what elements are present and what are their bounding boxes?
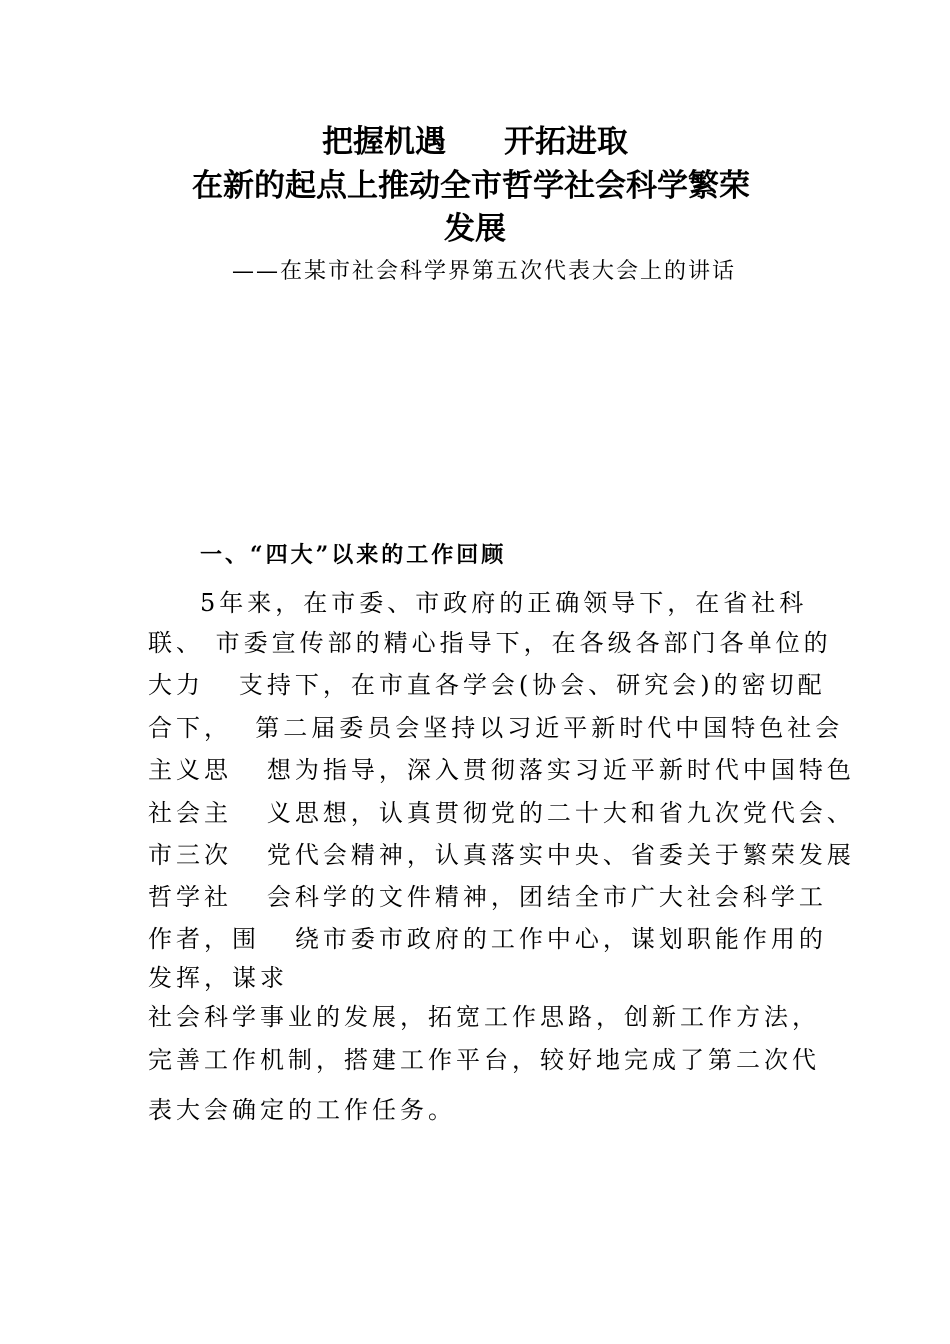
section-heading: 一、“四大”以来的工作回顾 [200, 542, 507, 568]
document-title-line-2: 在新的起点上推动全市哲学社会科学繁荣 [192, 168, 750, 204]
body-line: 哲学社 会科学的文件精神，团结全市广大社会科学工 [148, 883, 827, 911]
body-line: 联、 市委宣传部的精心指导下，在各级各部门各单位的 [148, 629, 832, 657]
body-line: 市三次 党代会精神，认真落实中央、省委关于繁荣发展 [148, 841, 855, 869]
body-line: 5年来，在市委、市政府的正确领导下，在省社科 [200, 589, 808, 617]
body-line: 大力 支持下，在市直各学会(协会、研究会)的密切配 [148, 671, 826, 699]
body-line: 作者，围 绕市委市政府的工作中心，谋划职能作用的 [148, 925, 827, 953]
document-title-line-1 [0, 122, 950, 162]
body-line: 发挥，谋求 [148, 964, 288, 992]
document-subtitle: ——在某市社会科学界第五次代表大会上的讲话 [232, 259, 737, 284]
title-part-2: 开拓进取 [504, 124, 628, 160]
body-line: 主义思 想为指导，深入贯彻落实习近平新时代中国特色 [148, 756, 855, 784]
document-title-line-3: 发展 [444, 211, 506, 247]
body-line: 合下， 第二届委员会坚持以习近平新时代中国特色社会 [148, 714, 844, 742]
title-part-1: 把握机遇 [322, 124, 446, 160]
body-line: 表大会确定的工作任务。 [148, 1096, 456, 1124]
body-line: 社会科学事业的发展，拓宽工作思路，创新工作方法， [148, 1003, 820, 1031]
body-line: 社会主 义思想，认真贯彻党的二十大和省九次党代会、 [148, 799, 855, 827]
body-line: 完善工作机制，搭建工作平台，较好地完成了第二次代 [148, 1046, 820, 1074]
